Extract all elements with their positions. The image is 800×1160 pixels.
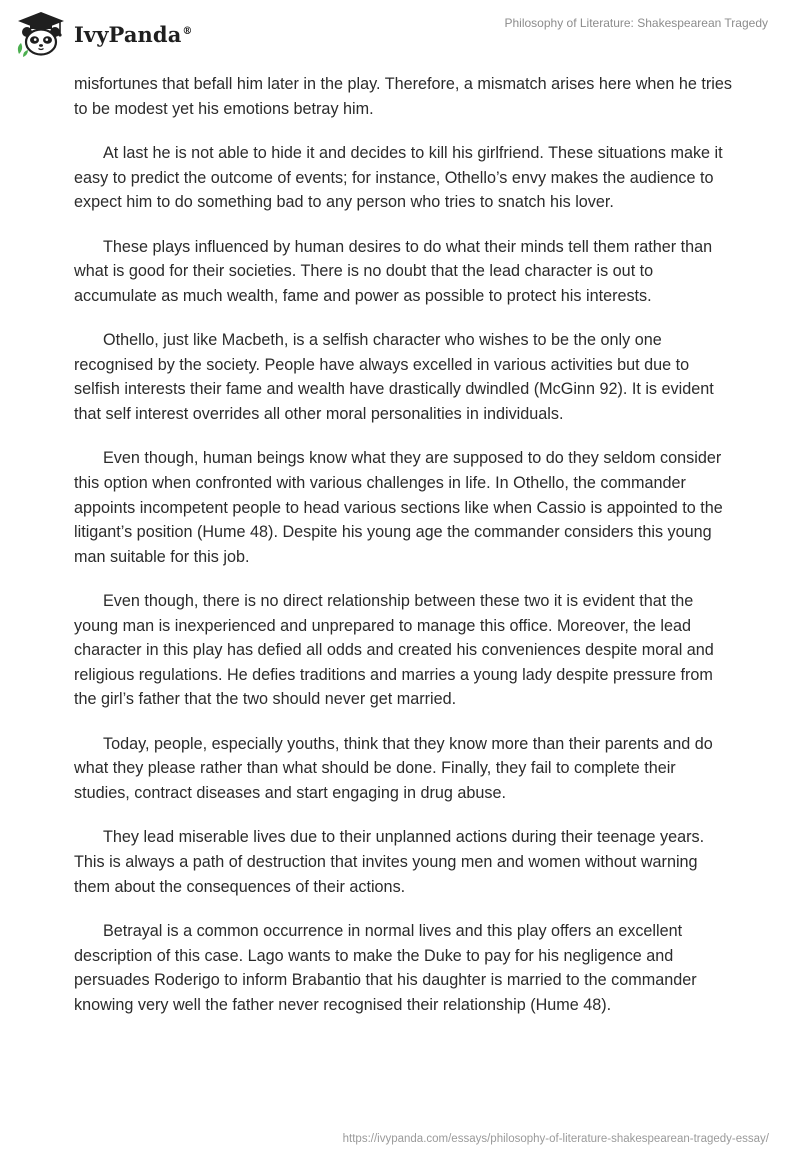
essay-body	[74, 72, 734, 1037]
paragraph: misfortunes that befall him later in the play. Therefore, a mismatch arises here when he tries to be modest yet his emotions betray him.	[74, 75, 732, 118]
brand-name: IvyPanda®	[74, 21, 193, 47]
ivypanda-logo[interactable]	[14, 10, 193, 58]
paragraph: These plays influenced by human desires to do what their minds tell them rather than what is good for their societies. There is no doubt that the lead character is out to accumulate as much wealth, fame and power as possible to protect his interests.	[74, 237, 713, 305]
paragraph: Betrayal is a common occurrence in normal lives and this play offers an excellent description of this case. Lago wants to make the Duke to pay for his negligence and persuades Roderigo to inform Brabantio that his daughter is married to the commander knowing very well the father never recognised their relationship (Hume 48).	[74, 922, 697, 1014]
panda-graduate-icon	[14, 10, 68, 58]
paragraph: Today, people, especially youths, think that they know more than their parents and do what they please rather than what should be done. Finally, they fail to complete their studies, contract diseases and start engaging in drug abuse.	[74, 734, 713, 803]
document-title: Philosophy of Literature: Shakespearean Tragedy	[504, 16, 768, 30]
paragraph: They lead miserable lives due to their unplanned actions during their teenage years. This is always a path of destruction that invites young men and women without warning them about the consequences of their actions.	[74, 828, 705, 896]
paragraph: Even though, there is no direct relationship between these two it is evident that the young man is inexperienced and unprepared to manage this office. Moreover, the lead character in this play has defied all odds and created his conveniences despite moral and religious regulations. He defies traditions and marries a young lady despite pressure from the girl’s father that the two should never get married.	[74, 592, 714, 709]
paragraph: At last he is not able to hide it and decides to kill his girlfriend. These situations make it easy to predict the outcome of events; for instance, Othello’s envy makes the audience to expect him to do something bad to any person who tries to snatch his lover.	[74, 143, 723, 212]
page-header	[0, 0, 800, 70]
paragraph: Even though, human beings know what they are supposed to do they seldom consider this option when confronted with various challenges in life. In Othello, the commander appoints incompetent people to head various sections like when Cassio is appointed to the litigant’s position (Hume 48). Despite his young age the commander considers this young man suitable for this job.	[74, 449, 723, 566]
paragraph: Othello, just like Macbeth, is a selfish character who wishes to be the only one recognised by the society. People have always excelled in various activities but due to selfish interests their fame and wealth have drastically dwindled (McGinn 92). It is evident that self interest overrides all other moral personalities in individuals.	[74, 331, 714, 423]
source-url-link[interactable]: https://ivypanda.com/essays/philosophy-of-literature-shakespearean-tragedy-essay/	[342, 1133, 769, 1145]
